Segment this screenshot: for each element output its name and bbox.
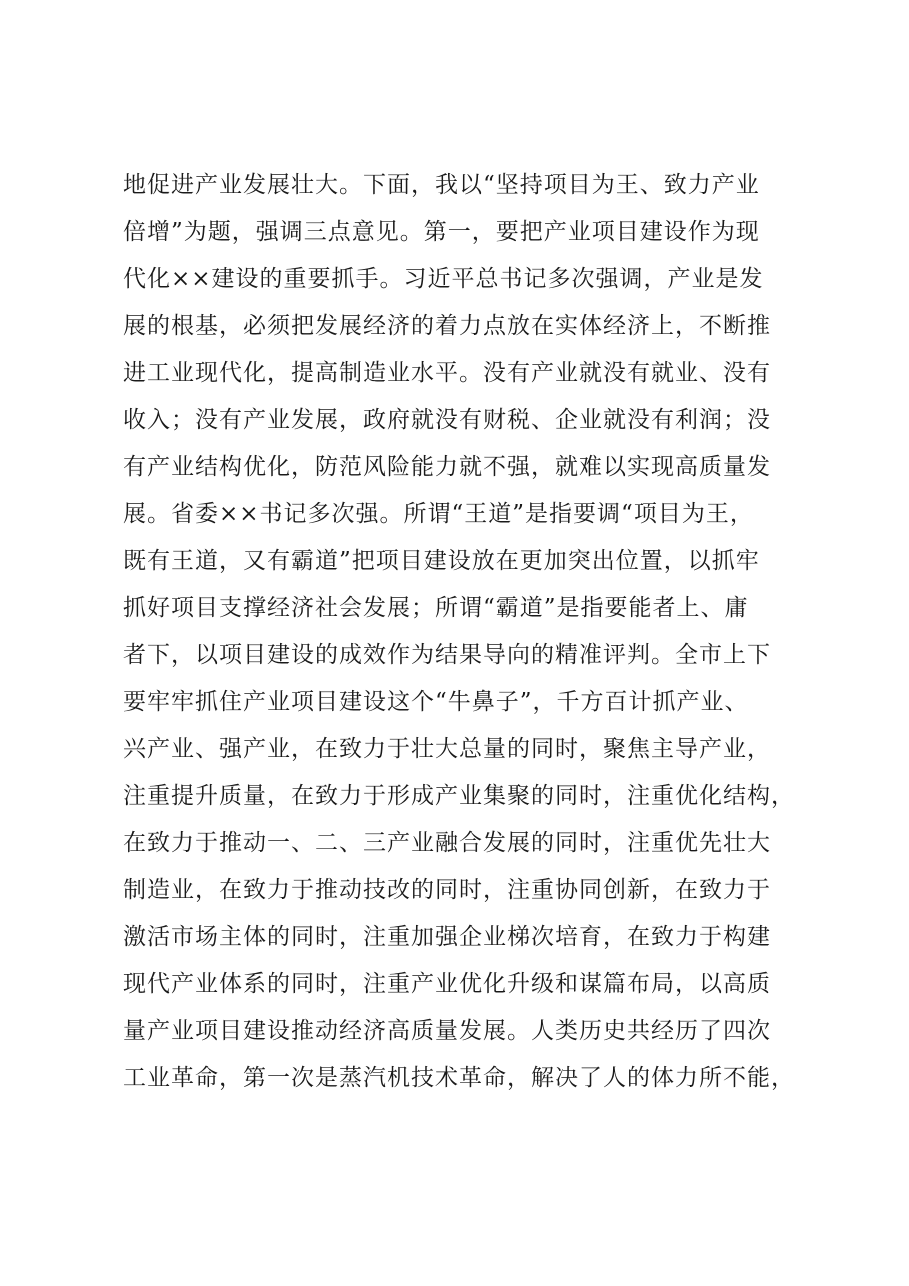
text-line: 在致力于推动一、二、三产业融合发展的同时，注重优先壮大	[123, 830, 771, 856]
text-line: 展的根基，必须把发展经济的着力点放在实体经济上，不断推	[123, 313, 771, 339]
text-line: 要牢牢抓住产业项目建设这个“牛鼻子”，千方百计抓产业、	[123, 689, 749, 715]
text-line: 代化××建设的重要抓手。习近平总书记多次强调，产业是发	[123, 266, 764, 292]
text-line: 有产业结构优化，防范风险能力就不强，就难以实现高质量发	[123, 454, 771, 480]
text-line: 激活市场主体的同时，注重加强企业梯次培育，在致力于构建	[123, 924, 771, 950]
text-line: 现代产业体系的同时，注重产业优化升级和谋篇布局，以高质	[123, 971, 771, 997]
text-line: 量产业项目建设推动经济高质量发展。人类历史共经历了四次	[123, 1018, 771, 1044]
body-text	[123, 162, 843, 1102]
text-line: 工业革命，第一次是蒸汽机技术革命，解决了人的体力所不能，	[123, 1065, 795, 1091]
text-line: 地促进产业发展壮大。下面，我以“坚持项目为王、致力产业	[123, 172, 760, 198]
text-line: 兴产业、强产业，在致力于壮大总量的同时，聚焦主导产业，	[123, 736, 771, 762]
text-line: 制造业，在致力于推动技改的同时，注重协同创新，在致力于	[123, 877, 771, 903]
text-line: 者下，以项目建设的成效作为结果导向的精准评判。全市上下	[123, 642, 771, 668]
text-line: 既有王道，又有霸道”把项目建设放在更加突出位置，以抓牢	[123, 548, 760, 574]
text-line: 注重提升质量，在致力于形成产业集聚的同时，注重优化结构，	[123, 783, 795, 809]
text-line: 抓好项目支撑经济社会发展；所谓“霸道”是指要能者上、庸	[123, 595, 749, 621]
text-line: 收入；没有产业发展，政府就没有财税、企业就没有利润；没	[123, 407, 771, 433]
text-line: 倍增”为题，强调三点意见。第一，要把产业项目建设作为现	[123, 219, 760, 245]
text-line: 展。省委××书记多次强。所谓“王道”是指要调“项目为王，	[123, 501, 754, 527]
text-line: 进工业现代化，提高制造业水平。没有产业就没有就业、没有	[123, 360, 771, 386]
